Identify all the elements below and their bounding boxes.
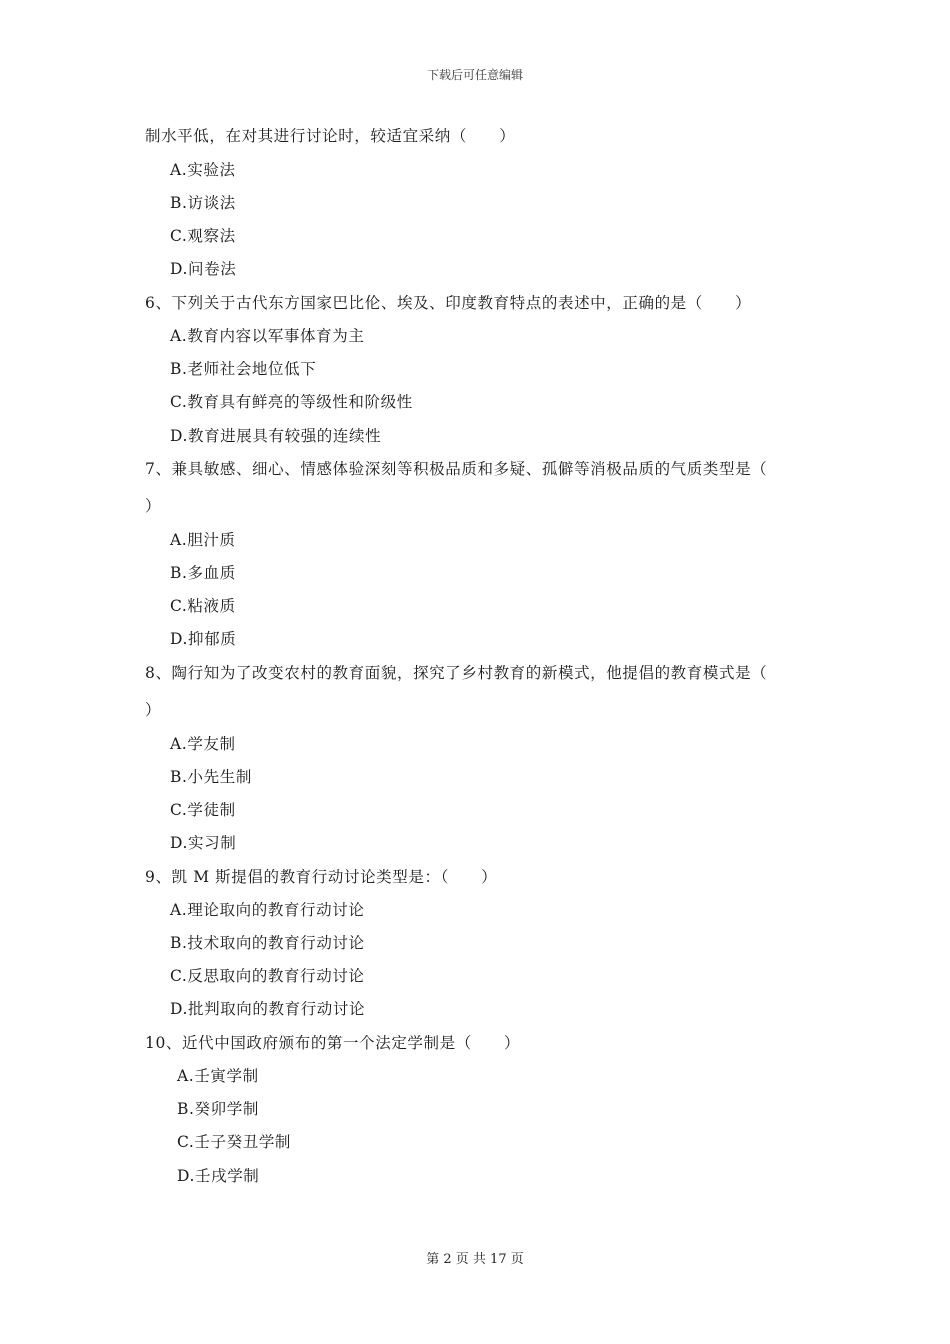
option-10d: D.壬戌学制 xyxy=(177,1167,260,1185)
option-7a: A.胆汁质 xyxy=(170,531,236,549)
option-5b: B.访谈法 xyxy=(170,194,236,212)
page-footer: 第 2 页 共 17 页 xyxy=(426,1252,524,1267)
question-7-stem: 7、兼具敏感、细心、情感体验深刻等积极品质和多疑、孤僻等消极品质的气质类型是（ xyxy=(145,460,768,478)
option-5d: D.问卷法 xyxy=(170,260,237,278)
option-10a: A.壬寅学制 xyxy=(177,1067,259,1085)
question-9-stem: 9、凯 M 斯提倡的教育行动讨论类型是：（ ） xyxy=(145,868,498,886)
option-7b: B.多血质 xyxy=(170,564,236,582)
option-6d: D.教育进展具有较强的连续性 xyxy=(170,427,382,445)
option-5c: C.观察法 xyxy=(170,227,236,245)
option-9b: B.技术取向的教育行动讨论 xyxy=(170,934,365,952)
option-6b: B.老师社会地位低下 xyxy=(170,360,317,378)
question-5-stem-continuation: 制水平低，在对其进行讨论时，较适宜采纳（ ） xyxy=(145,127,516,145)
question-8-stem-wrap: ） xyxy=(145,701,162,719)
option-10b: B.癸卯学制 xyxy=(177,1100,259,1118)
option-7c: C.粘液质 xyxy=(170,597,236,615)
option-5a: A.实验法 xyxy=(170,161,236,179)
option-7d: D.抑郁质 xyxy=(170,630,237,648)
option-6a: A.教育内容以军事体育为主 xyxy=(170,327,365,345)
question-6-stem: 6、下列关于古代东方国家巴比伦、埃及、印度教育特点的表述中，正确的是（ ） xyxy=(145,294,752,312)
option-8d: D.实习制 xyxy=(170,834,237,852)
page-header: 下载后可任意编辑 xyxy=(426,68,523,82)
option-9c: C.反思取向的教育行动讨论 xyxy=(170,967,365,985)
option-8a: A.学友制 xyxy=(170,735,236,753)
question-10-stem: 10、近代中国政府颁布的第一个法定学制是（ ） xyxy=(145,1034,521,1052)
option-10c: C.壬子癸丑学制 xyxy=(177,1133,292,1151)
question-8-stem: 8、陶行知为了改变农村的教育面貌，探究了乡村教育的新模式，他提倡的教育模式是（ xyxy=(145,664,768,682)
question-7-stem-wrap: ） xyxy=(145,497,162,515)
option-8b: B.小先生制 xyxy=(170,768,252,786)
option-9a: A.理论取向的教育行动讨论 xyxy=(170,901,365,919)
option-6c: C.教育具有鲜亮的等级性和阶级性 xyxy=(170,393,413,411)
option-8c: C.学徒制 xyxy=(170,801,236,819)
option-9d: D.批判取向的教育行动讨论 xyxy=(170,1000,366,1018)
